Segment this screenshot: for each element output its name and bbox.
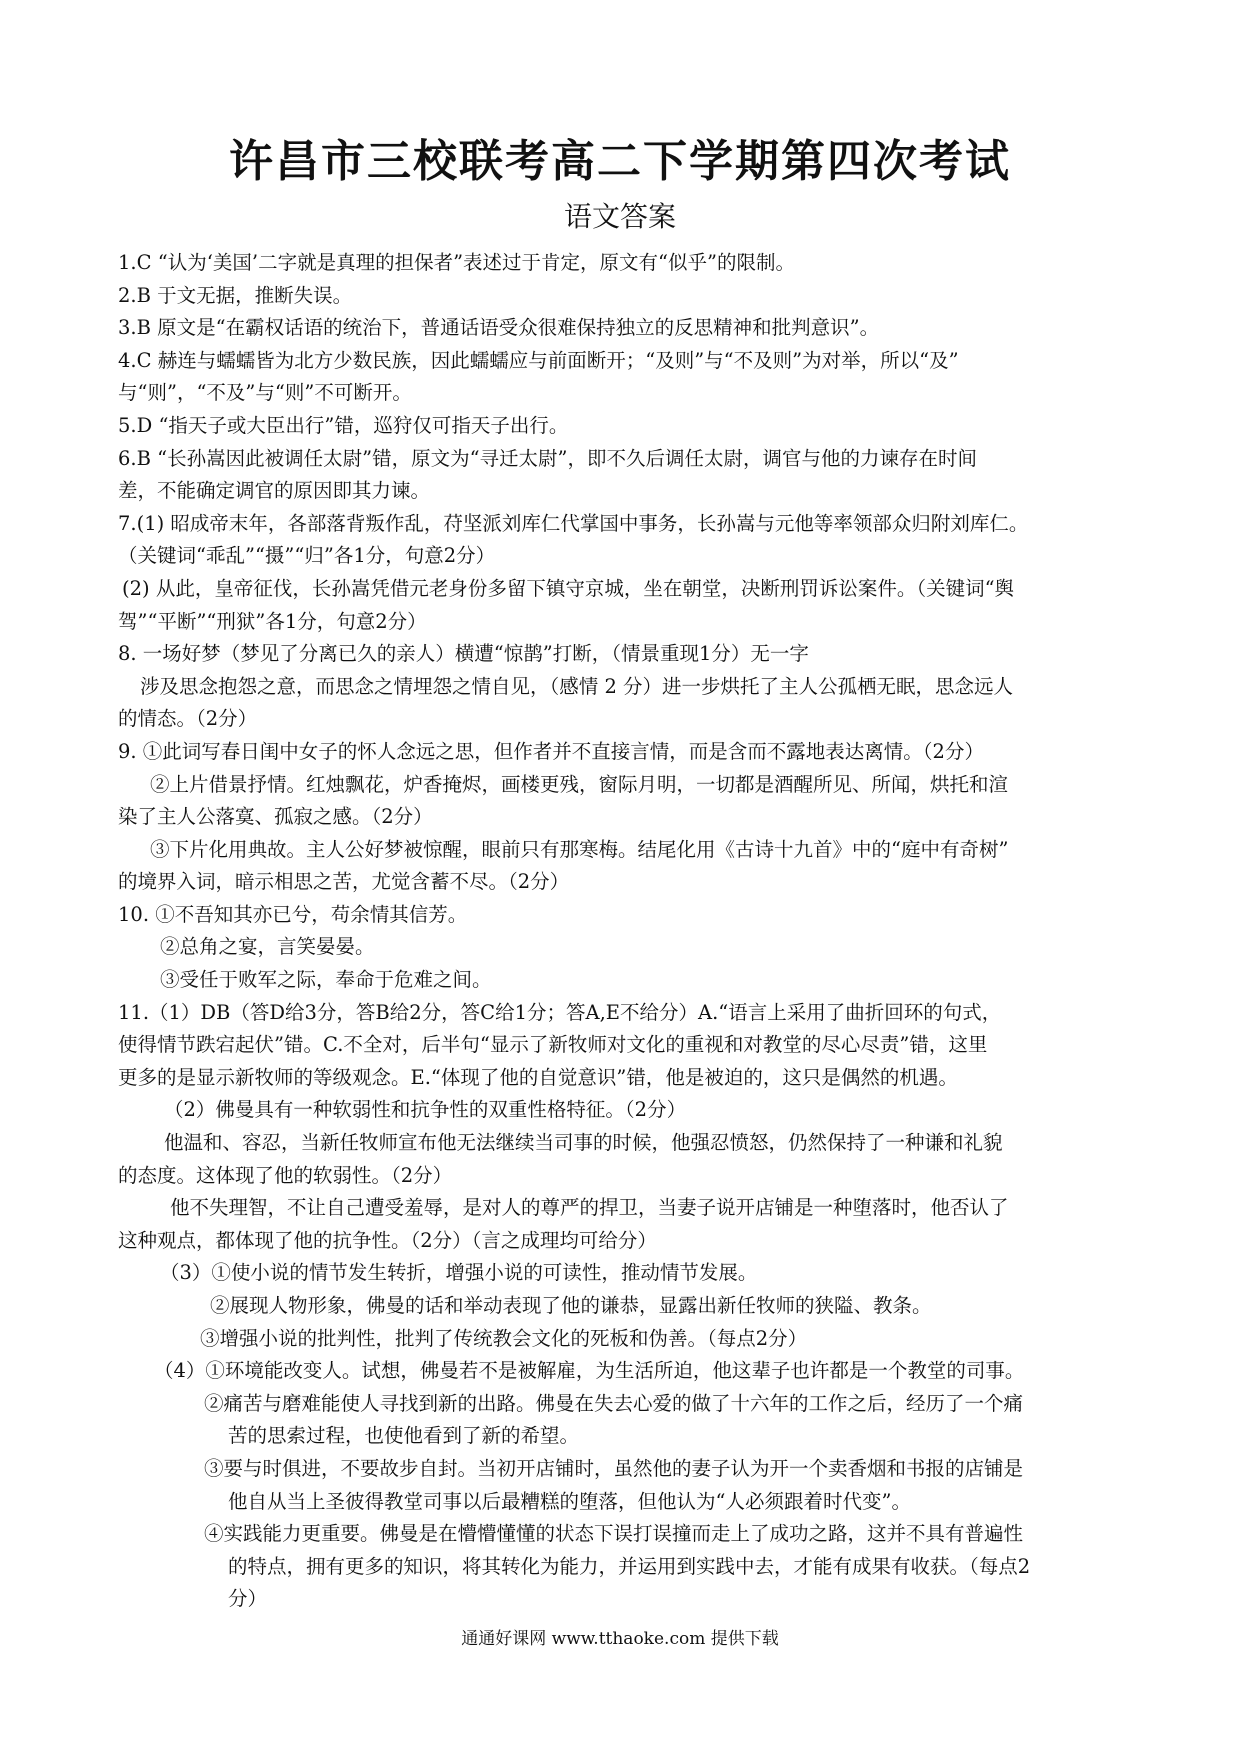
answer-line: ③要与时俱进，不要故步自封。当初开店铺时，虽然他的妻子认为开一个卖香烟和书报的店铺是 (204, 1456, 1024, 1480)
answer-line: 这种观点，都体现了他的抗争性。（2分）（言之成理均可给分） (118, 1228, 657, 1252)
answer-line: 染了主人公落寞、孤寂之感。（2分） (118, 805, 433, 829)
answer-line: 差，不能确定调官的原因即其力谏。 (118, 479, 431, 503)
footer-note: 通通好课网 www.tthaoke.com 提供下载 (461, 1629, 779, 1649)
answer-line: ②总角之宴，言笑晏晏。 (160, 935, 375, 959)
answer-line: 的态度。这体现了他的软弱性。（2分） (118, 1163, 453, 1187)
answer-line: 3.B 原文是“在霸权话语的统治下，普通话语受众很难保持独立的反思精神和批判意识”。 (118, 316, 880, 340)
answer-line: 他温和、容忍，当新任牧师宣布他无法继续当司事的时候，他强忍愤怒，仍然保持了一种谦和礼貌 (164, 1131, 1003, 1155)
answer-line: 与“则”，“不及”与“则”不可断开。 (118, 381, 412, 405)
answer-line: 使得情节跌宕起伏”错。C.不全对，后半句“显示了新牧师对文化的重视和对教堂的尽心尽责”错，这里 (118, 1033, 988, 1057)
answer-line: ②上片借景抒情。红烛飘花，炉香掩烬，画楼更残，窗际月明，一切都是酒醒所见、所闻，烘托和渲 (150, 772, 1009, 796)
answer-line: 7.(1) 昭成帝末年，各部落背叛作乱，苻坚派刘库仁代掌国中事务，长孙嵩与元他等率领部众归附刘库仁。 (118, 511, 1029, 535)
answer-line: ③增强小说的批判性，批判了传统教会文化的死板和伪善。（每点2分） (200, 1326, 808, 1350)
answer-line: 他不失理智，不让自己遭受羞辱，是对人的尊严的捍卫，当妻子说开店铺是一种堕落时，他否认了 (170, 1196, 1009, 1220)
answer-line: ③受任于败军之际，奉命于危难之间。 (160, 968, 492, 992)
answer-line: 1.C “认为‘美国’二字就是真理的担保者”表述过于肯定，原文有“似乎”的限制。 (118, 251, 795, 274)
answer-line: ②痛苦与磨难能使人寻找到新的出路。佛曼在失去心爱的做了十六年的工作之后，经历了一个痛 (204, 1391, 1024, 1415)
answer-line: 的情态。（2分） (118, 707, 258, 731)
answer-line: （关键词“乖乱”“摄”“归”各1分，句意2分） (118, 544, 496, 568)
answer-line: 更多的是显示新牧师的等级观念。E.“体现了他的自觉意识”错，他是被迫的，这只是偶然的机遇。 (118, 1065, 958, 1089)
answer-line: 6.B “长孙嵩因此被调任太尉”错，原文为“寻迁太尉”，即不久后调任太尉，调官与他的力谏存在时间 (118, 446, 978, 470)
answer-line: 10. ①不吾知其亦已兮，苟余情其信芳。 (118, 902, 468, 926)
answer-line: 驾”“平断”“刑狱”各1分，句意2分） (118, 609, 427, 633)
answer-line: 11.（1）DB（答D给3分，答B给2分，答C给1分；答A,E不给分）A.“语言上采用了曲折回环的句式， (118, 1000, 1002, 1024)
answer-line: 的境界入词，暗示相思之苦，尤觉含蓄不尽。（2分） (118, 870, 570, 894)
answer-line: ③下片化用典故。主人公好梦被惊醒，眼前只有那寒梅。结尾化用《古诗十九首》中的“庭中有奇树” (150, 837, 1009, 861)
answer-line: （3）①使小说的情节发生转折，增强小说的可读性，推动情节发展。 (160, 1261, 758, 1285)
answer-line: 他自从当上圣彼得教堂司事以后最糟糕的堕落，但他认为“人必须跟着时代变”。 (228, 1489, 911, 1513)
answer-line: （2）佛曼具有一种软弱性和抗争性的双重性格特征。（2分） (164, 1098, 687, 1122)
answer-line: (2) 从此，皇帝征伐，长孙嵩凭借元老身份多留下镇守京城，坐在朝堂，决断刑罚诉讼案件。（关键词“舆 (122, 576, 1015, 600)
answer-line: ②展现人物形象，佛曼的话和举动表现了他的谦恭，显露出新任牧师的狭隘、教条。 (210, 1294, 932, 1317)
answer-line: 分） (228, 1587, 268, 1611)
answer-line: 涉及思念抱怨之意，而思念之情埋怨之情自见，（感情 2 分）进一步烘托了主人公孤栖无眠，思念远人 (140, 674, 1014, 698)
answer-line: 8. 一场好梦（梦见了分离已久的亲人）横遭“惊鹊”打断，（情景重现1分）无一字 (118, 642, 809, 666)
document-subtitle: 语文答案 (563, 200, 676, 233)
answer-line: ④实践能力更重要。佛曼是在懵懵懂懂的状态下误打误撞而走上了成功之路，这并不具有普遍性 (204, 1522, 1024, 1546)
answer-body (118, 247, 1128, 1616)
answer-line: 2.B 于文无据，推断失误。 (118, 283, 353, 307)
answer-line: 4.C 赫连与蠕蠕皆为北方少数民族，因此蠕蠕应与前面断开；“及则”与“不及则”为对举，所以“及” (118, 348, 959, 372)
answer-line: 苦的思索过程，也使他看到了新的希望。 (228, 1424, 580, 1448)
answer-line: 9. ①此词写春日闺中女子的怀人念远之思，但作者并不直接言情，而是含而不露地表达离情。（2分） (118, 739, 984, 763)
answer-line: 5.D “指天子或大臣出行”错，巡狩仅可指天子出行。 (118, 413, 569, 437)
answer-line: 的特点，拥有更多的知识，将其转化为能力，并运用到实践中去，才能有成果有收获。（每点2 (228, 1554, 1031, 1578)
document-title: 许昌市三校联考高二下学期第四次考试 (229, 136, 1011, 187)
answer-line: （4）①环境能改变人。试想，佛曼若不是被解雇，为生活所迫，他这辈子也许都是一个教堂的司事。 (154, 1359, 1025, 1383)
